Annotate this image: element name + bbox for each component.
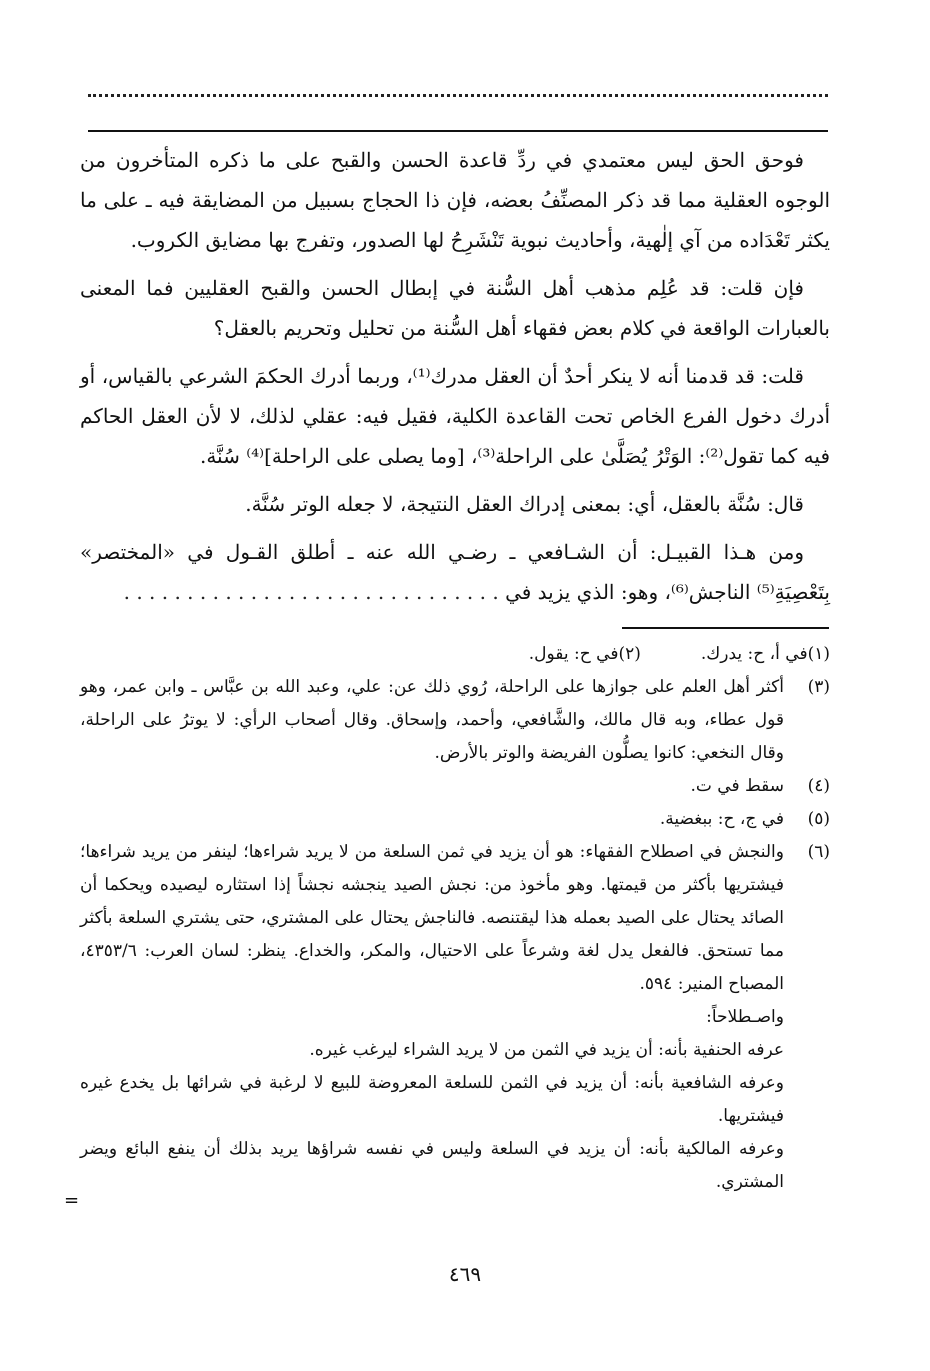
footnote-6-text: والنجش في اصطلاح الفقهاء: هو أن يزيد في ثمن السلعة من لا يريد شراءها؛ لينفر من يريد شراءها؛ فيشتريها بأكثر من قيمتها. وهو مأخوذ من: نجش الصيد ينجشه نجشاً إذا استثاره ليصيده ويحكما أن الصائد يحتال على الصيد بعمله هذا ليقتنصه. فالناجش يحتال على المشتري، حتى يشتري السلعة بأكثر مما تستحق. فالفعل يدل لغة وشرعاً على الاحتيال، والمكر، والخداع. ينظر: لسان العرب: ٤٣٥٣/٦، المصباح المنير: ٥٩٤. [80, 842, 784, 994]
paragraph-4: قال: سُنَّة بالعقل، أي: بمعنى إدراك العقل النتيجة، لا جعله الوتر سُنَّة. [245, 492, 804, 516]
paragraph-1: فوحق الحق ليس معتمدي في ردِّ قاعدة الحسن والقبح على ما ذكره المتأخرون من الوجوه العقلية مما قد ذكر المصنِّفُ بعضه، فإن ذا الحجاج بسبيل من المضايقة فيه ـ على ما يكثر تَعْدَاده من آي إلٰهية، وأحاديث نبوية تَنْشَرِحُ لها الصدور، وتفرج بها مضايق الكروب. [80, 148, 830, 252]
footnotes [80, 638, 830, 1199]
top-rule [88, 130, 828, 132]
footnote-2-text: في ح: يقول. [528, 644, 619, 664]
footnote-rule [622, 627, 829, 629]
footnote-6-maliki: وعرفه المالكية بأنه: أن يزيد في السلعة وليس في نفسه شراؤها يريد بذلك أن ينفع البائع ويضر المشتري. [80, 1139, 784, 1192]
footnote-4-text: سقط في ت. [690, 776, 784, 796]
main-text [80, 140, 830, 620]
footnote-4 [80, 770, 830, 803]
footnote-6-heading: واصـطلاحاً: [706, 1007, 784, 1027]
continuation-mark: = [64, 1190, 80, 1211]
footnote-1-number: (١) [807, 644, 830, 664]
footnote-6 [80, 836, 830, 1001]
footnotes-1-2 [80, 638, 830, 671]
footnote-3-text: أكثر أهل العلم على جوازها على الراحلة، رُوي ذلك عن: علي، وعبد الله بن عبَّاس ـ وابن عمر، وهو قول عطاء، وبه قال مالك، والشَّافعي، وأحمد، وإسحاق. وقال أصحاب الرأي: لا يوترُ على الراحلة، وقال النخعي: كانوا يصلُّون الفريضة والوتر بالأرض. [80, 677, 784, 763]
footnote-4-number: (٤) [807, 776, 830, 796]
footnote-5-number: (٥) [807, 809, 830, 829]
footnote-5-text: في ج، ح: ببغضية. [659, 809, 784, 829]
footnote-1 [701, 638, 830, 671]
footnote-2-number: (٢) [618, 644, 641, 664]
footnote-6-hanafi: عرفه الحنفية بأنه: أن يزيد في الثمن من لا يريد الشراء ليرغب غيره. [309, 1040, 784, 1060]
footnote-6-shafii: وعرفه الشافعية بأنه: أن يزيد في الثمن للسلعة المعروضة للبيع لا لرغبة في شرائها بل يخدع غيره فيشتريها. [80, 1073, 784, 1126]
footnote-2 [529, 638, 641, 671]
paragraph-2: فإن قلت: قد عُلِم مذهب أهل السُّنة في إبطال الحسن والقبح العقليين فما المعنى بالعبارات الواقعة في كلام بعض فقهاء أهل السُّنة من تحليل وتحريم بالعقل؟ [80, 276, 830, 340]
footnote-6-number: (٦) [807, 842, 830, 862]
footnote-3 [80, 671, 830, 770]
paragraph-3: قلت: قد قدمنا أنه لا ينكر أحدٌ أن العقل مدرك⁽¹⁾، وربما أدرك الحكمَ الشرعي بالقياس، أو أدرك دخول الفرع الخاص تحت القاعدة الكلية، فقيل فيه: عقلي لذلك، لا لأن العقل الحاكم فيه كما تقول⁽²⁾: الوَتْرُ يُصَلَّىٰ على الراحلة⁽³⁾، [وما يصلى على الراحلة]⁽⁴⁾ سُنَّة. [80, 364, 830, 468]
footnote-1-text: في أ، ح: يدرك. [700, 644, 808, 664]
footnote-5 [80, 803, 830, 836]
paragraph-5: ومن هـذا القبيـل: أن الشـافعي ـ رضـي الله عنه ـ أطلق القـول في «المختصر» بِتَعْصِيَةِ⁽⁵⁾ الناجش⁽⁶⁾، وهو: الذي يزيد في . . . [80, 532, 830, 612]
page-number: ٤٦٩ [448, 1262, 482, 1286]
footnote-3-number: (٣) [807, 677, 830, 697]
top-dotted-line [88, 94, 828, 111]
